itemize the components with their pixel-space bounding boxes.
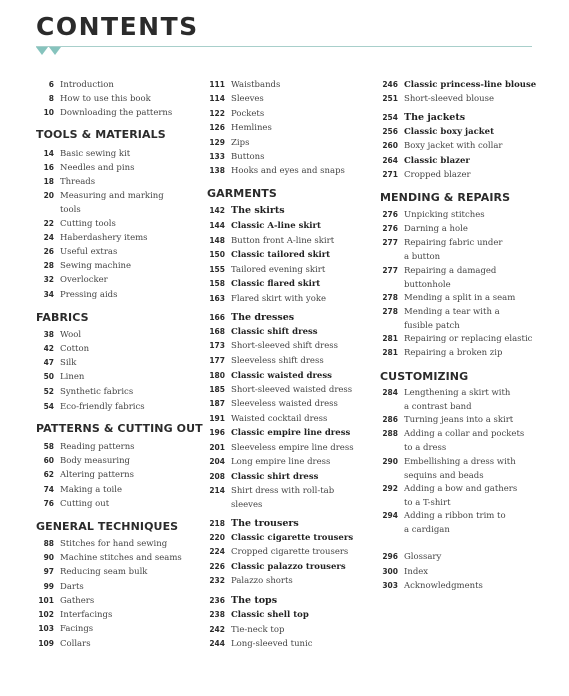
entry-title: Body measuring — [60, 456, 131, 466]
entry-title: Long empire line dress — [231, 457, 331, 467]
page-number: 236 — [209, 596, 225, 605]
entry-title: Stitches for hand sewing — [60, 539, 168, 549]
page-number: 251 — [382, 94, 398, 103]
page-number: 76 — [43, 499, 54, 508]
entry-title: Buttons — [231, 152, 265, 162]
entry-title: Repairing a broken zip — [404, 348, 503, 358]
page-number: 284 — [382, 388, 398, 397]
section-heading: FABRICS — [36, 311, 89, 324]
page-number: 246 — [382, 80, 398, 89]
page-number: 260 — [382, 141, 398, 150]
entry-title: Classic empire line dress — [231, 428, 351, 438]
entry-title: Zips — [231, 138, 250, 148]
page-number: 58 — [43, 442, 54, 451]
page-number: 281 — [382, 348, 398, 357]
page-number: 50 — [43, 372, 54, 381]
page-number: 26 — [43, 247, 54, 256]
entry-title: Classic shift dress — [231, 327, 318, 337]
entry-title: Sewing machine — [60, 261, 132, 271]
entry-title: Reducing seam bulk — [60, 567, 148, 577]
page-number: 242 — [209, 625, 225, 634]
page-number: 14 — [43, 149, 54, 158]
entry-title: Adding a collar and pockets to a dress — [404, 429, 525, 453]
page-number: 60 — [43, 456, 54, 465]
page-number: 52 — [43, 387, 54, 396]
entry-title: Basic sewing kit — [60, 149, 131, 159]
entry-title: Short-sleeved shift dress — [231, 341, 338, 351]
entry-title: Repairing a damaged buttonhole — [404, 266, 497, 290]
page-number: 290 — [382, 457, 398, 466]
page-number: 208 — [209, 472, 225, 481]
triangle-ornament-icon — [49, 47, 61, 55]
entry-title: Lengthening a skirt with a contrast band — [404, 388, 511, 412]
page-number: 148 — [209, 236, 225, 245]
page-number: 129 — [209, 138, 225, 147]
page-number: 288 — [382, 429, 398, 438]
entry-title: Acknowledgments — [404, 581, 483, 591]
page-number: 196 — [209, 428, 225, 437]
page-number: 138 — [209, 166, 225, 175]
entry-title: Short-sleeved blouse — [404, 94, 495, 104]
page-number: 180 — [209, 371, 225, 380]
entry-title: Hooks and eyes and snaps — [231, 166, 345, 176]
entry-title: Classic palazzo trousers — [231, 562, 346, 572]
entry-title: Facings — [60, 624, 94, 634]
page-number: 276 — [382, 224, 398, 233]
entry-title: Mending a tear with a fusible patch — [404, 307, 500, 331]
page-number: 204 — [209, 457, 225, 466]
page-number: 292 — [382, 484, 398, 493]
page-number: 303 — [382, 581, 398, 590]
entry-title: Unpicking stitches — [404, 210, 485, 220]
page-number: 201 — [209, 443, 225, 452]
entry-title: Waistbands — [231, 80, 281, 90]
entry-title: Threads — [60, 177, 96, 187]
entry-title: Long-sleeved tunic — [231, 639, 313, 649]
section-heading: CUSTOMIZING — [380, 370, 469, 383]
entry-title: Useful extras — [60, 247, 118, 257]
entry-title: Gathers — [60, 596, 95, 606]
entry-title: Sleeveless shift dress — [231, 356, 324, 366]
entry-title: Linen — [60, 372, 85, 382]
entry-title: Machine stitches and seams — [60, 553, 182, 563]
entry-title: Classic princess-line blouse — [404, 80, 537, 90]
page-number: 185 — [209, 385, 225, 394]
page-number: 278 — [382, 307, 398, 316]
page-number: 256 — [382, 127, 398, 136]
entry-title: Short-sleeved waisted dress — [231, 385, 353, 395]
page-number: 278 — [382, 293, 398, 302]
entry-title: Classic flared skirt — [231, 279, 321, 289]
page-number: 286 — [382, 415, 398, 424]
page-title: CONTENTS — [36, 12, 199, 41]
page-number: 232 — [209, 576, 225, 585]
entry-title: Classic shirt dress — [231, 472, 319, 482]
page-number: 220 — [209, 533, 225, 542]
title-rule — [36, 46, 532, 47]
page-number: 114 — [209, 94, 225, 103]
entry-title: Mending a split in a seam — [404, 293, 516, 303]
page-number: 191 — [209, 414, 225, 423]
entry-title: Downloading the patterns — [60, 108, 173, 118]
page-number: 276 — [382, 210, 398, 219]
page-number: 296 — [382, 552, 398, 561]
page-number: 177 — [209, 356, 225, 365]
entry-title: Shirt dress with roll-tab sleeves — [231, 486, 335, 510]
page-number: 62 — [43, 470, 54, 479]
entry-title: Flared skirt with yoke — [231, 294, 327, 304]
entry-title: Index — [404, 567, 429, 577]
page-number: 144 — [209, 221, 225, 230]
page-number: 226 — [209, 562, 225, 571]
entry-title: Tailored evening skirt — [231, 265, 326, 275]
entry-title: Synthetic fabrics — [60, 387, 134, 397]
entry-title: The jackets — [404, 112, 466, 123]
page-number: 264 — [382, 156, 398, 165]
entry-title: Pockets — [231, 109, 265, 119]
page-number: 214 — [209, 486, 225, 495]
page-number: 47 — [43, 358, 54, 367]
page-number: 38 — [43, 330, 54, 339]
entry-title: Classic cigarette trousers — [231, 533, 354, 543]
entry-title: Adding a ribbon trim to a cardigan — [404, 511, 506, 535]
entry-title: Cropped cigarette trousers — [231, 547, 349, 557]
section-heading: MENDING & REPAIRS — [380, 191, 511, 204]
page-number: 90 — [43, 553, 54, 562]
page-number: 101 — [38, 596, 54, 605]
entry-title: Darts — [60, 582, 84, 592]
page-number: 294 — [382, 511, 398, 520]
entry-title: Interfacings — [60, 610, 113, 620]
page-number: 97 — [43, 567, 54, 576]
entry-title: Repairing or replacing elastic — [404, 334, 533, 344]
entry-title: Classic blazer — [404, 156, 470, 166]
page-number: 111 — [209, 80, 225, 89]
page-number: 224 — [209, 547, 225, 556]
page-number: 88 — [43, 539, 54, 548]
entry-title: Classic shell top — [231, 610, 309, 620]
entry-title: The dresses — [231, 312, 295, 323]
page-number: 254 — [382, 113, 398, 122]
page-number: 218 — [209, 519, 225, 528]
section-heading: GARMENTS — [207, 187, 277, 200]
page-number: 109 — [38, 639, 54, 648]
entry-title: Overlocker — [60, 275, 108, 285]
entry-title: Turning jeans into a skirt — [404, 415, 514, 425]
page-number: 42 — [43, 344, 54, 353]
page-number: 10 — [43, 108, 54, 117]
entry-title: Measuring and marking tools — [60, 191, 164, 215]
entry-title: Glossary — [404, 552, 442, 562]
entry-title: Tie-neck top — [231, 625, 285, 635]
section-heading: PATTERNS & CUTTING OUT — [36, 422, 203, 435]
entry-title: Waisted cocktail dress — [231, 414, 328, 424]
page-number: 20 — [43, 191, 54, 200]
page-number: 99 — [43, 582, 54, 591]
entry-title: Wool — [60, 330, 82, 340]
page-number: 281 — [382, 334, 398, 343]
entry-title: Adding a bow and gathers to a T-shirt — [404, 484, 518, 508]
entry-title: The skirts — [231, 205, 285, 216]
page-number: 8 — [48, 94, 54, 103]
page-number: 173 — [209, 341, 225, 350]
page-number: 6 — [48, 80, 54, 89]
page-number: 24 — [43, 233, 54, 242]
entry-title: Button front A-line skirt — [231, 236, 335, 246]
page-number: 54 — [43, 402, 54, 411]
section-heading: GENERAL TECHNIQUES — [36, 520, 179, 533]
page-number: 133 — [209, 152, 225, 161]
triangle-ornament-icon — [36, 47, 48, 55]
entry-title: Boxy jacket with collar — [404, 141, 503, 151]
entry-title: The tops — [231, 595, 278, 606]
entry-title: Cutting tools — [60, 219, 116, 229]
entry-title: Reading patterns — [60, 442, 135, 452]
entry-title: Darning a hole — [404, 224, 468, 234]
page-number: 277 — [382, 266, 398, 275]
page-number: 16 — [43, 163, 54, 172]
page-number: 155 — [209, 265, 225, 274]
entry-title: How to use this book — [60, 94, 151, 104]
entry-title: Sleeves — [231, 94, 264, 104]
page-number: 103 — [38, 624, 54, 633]
entry-title: Making a toile — [60, 485, 123, 495]
entry-title: Classic waisted dress — [231, 371, 332, 381]
page-number: 158 — [209, 279, 225, 288]
page-number: 277 — [382, 238, 398, 247]
page-number: 271 — [382, 170, 398, 179]
entry-title: Cropped blazer — [404, 170, 471, 180]
entry-title: Classic tailored skirt — [231, 250, 331, 260]
entry-title: Eco-friendly fabrics — [60, 402, 145, 412]
page-number: 168 — [209, 327, 225, 336]
entry-title: Collars — [60, 639, 91, 649]
page-number: 187 — [209, 399, 225, 408]
entry-title: Needles and pins — [60, 163, 135, 173]
page-number: 18 — [43, 177, 54, 186]
page-number: 22 — [43, 219, 54, 228]
page-number: 163 — [209, 294, 225, 303]
page-number: 32 — [43, 275, 54, 284]
page-number: 300 — [382, 567, 398, 576]
entry-title: Pressing aids — [60, 290, 118, 300]
page-number: 166 — [209, 313, 225, 322]
entry-title: Altering patterns — [60, 470, 134, 480]
page-number: 244 — [209, 639, 225, 648]
page-number: 142 — [209, 206, 225, 215]
page-number: 150 — [209, 250, 225, 259]
section-heading: TOOLS & MATERIALS — [36, 128, 166, 141]
entry-title: Sleeveless empire line dress — [231, 443, 354, 453]
entry-title: Hemlines — [231, 123, 272, 133]
entry-title: Sleeveless waisted dress — [231, 399, 338, 409]
page-number: 102 — [38, 610, 54, 619]
entry-title: Classic A-line skirt — [231, 221, 321, 231]
entry-title: Cotton — [60, 344, 90, 354]
entry-title: Embellishing a dress with sequins and beads — [404, 457, 516, 481]
entry-title: Silk — [60, 358, 77, 368]
entry-title: Classic boxy jacket — [404, 127, 494, 137]
entry-title: The trousers — [231, 518, 299, 529]
entry-title: Haberdashery items — [60, 233, 148, 243]
entry-title: Cutting out — [60, 499, 110, 509]
page-number: 126 — [209, 123, 225, 132]
page-number: 74 — [43, 485, 54, 494]
page-number: 34 — [43, 290, 54, 299]
entry-title: Introduction — [60, 80, 114, 90]
page-number: 238 — [209, 610, 225, 619]
entry-title: Palazzo shorts — [231, 576, 293, 586]
page-number: 122 — [209, 109, 225, 118]
page-number: 28 — [43, 261, 54, 270]
entry-title: Repairing fabric under a button — [404, 238, 503, 262]
